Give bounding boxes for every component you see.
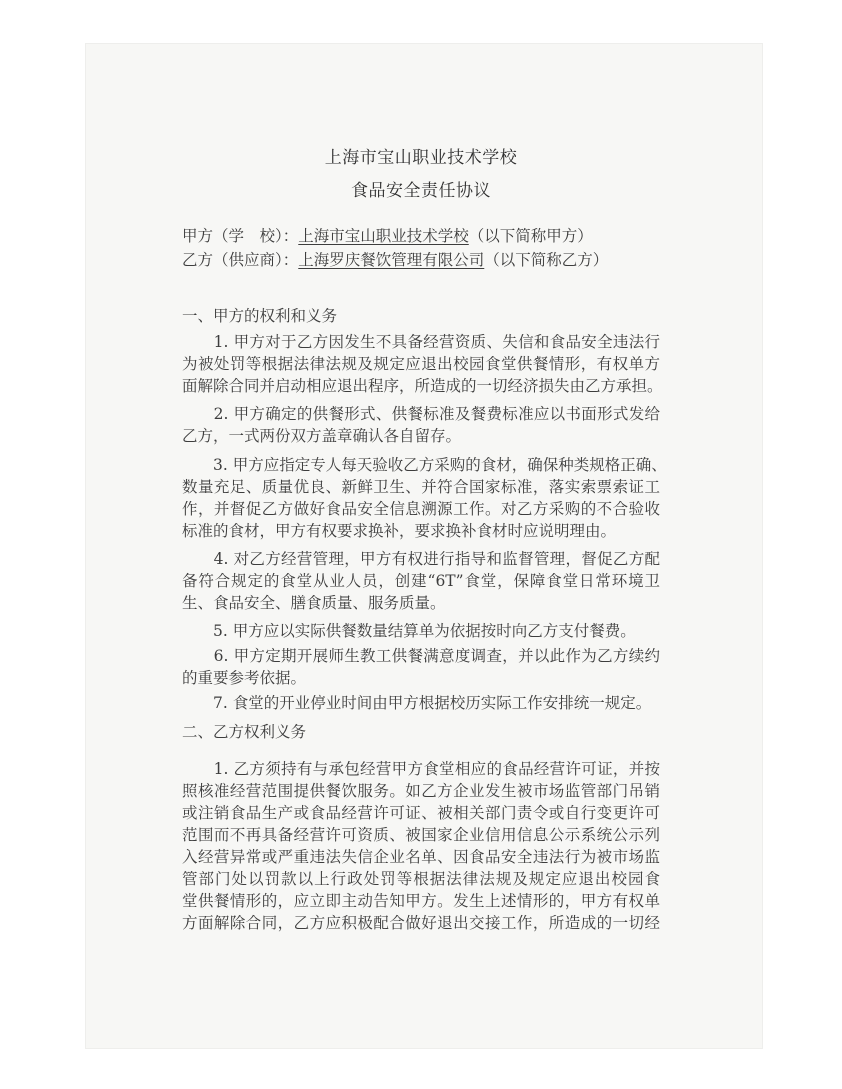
agreement-title: 食品安全责任协议: [351, 181, 491, 201]
text-line: 1. 甲方对于乙方因发生不具备经营资质、失信和食品安全违法行: [182, 333, 660, 351]
party-b-label: 乙方（供应商）：: [182, 251, 299, 269]
party-a-name: 上海市宝山职业技术学校: [298, 227, 469, 245]
party-a-line: [182, 224, 593, 246]
text-line: 堂供餐情形的，应立即主动告知甲方。发生上述情形的，甲方有权单: [182, 892, 660, 910]
text-line: 或注销食品生产或食品经营许可证、被相关部门责令或自行变更许可: [182, 804, 660, 822]
text-line: 6. 甲方定期开展师生教工供餐满意度调查，并以此作为乙方续约: [182, 647, 660, 665]
school-title: 上海市宝山职业技术学校: [324, 148, 518, 168]
section1-heading: 一、甲方的权利和义务: [182, 307, 338, 325]
text-line: 入经营异常或严重违法失信企业名单、因食品安全违法行为被市场监: [182, 848, 660, 866]
section1-item1: [182, 331, 663, 397]
text-line: 4. 对乙方经营管理，甲方有权进行指导和监督管理，督促乙方配: [182, 550, 660, 568]
section1-item2: [182, 403, 660, 447]
party-a-label: 甲方（学 校）：: [182, 227, 299, 245]
party-b-name: 上海罗庆餐饮管理有限公司: [298, 251, 485, 269]
text-line: 为被处罚等根据法律法规及规定应退出校园食堂供餐情形，有权单方: [182, 355, 660, 373]
text-line: 7. 食堂的开业停业时间由甲方根据校历实际工作安排统一规定。: [182, 694, 652, 712]
text-line: 乙方，一式两份双方盖章确认各自留存。: [182, 427, 462, 445]
text-line: 面解除合同并启动相应退出程序，所造成的一切经济损失由乙方承担。: [182, 377, 663, 395]
party-b-suffix: （以下简称乙方）: [484, 251, 609, 269]
section1-item5: [182, 620, 660, 642]
section2-item1: [182, 758, 660, 934]
text-line: 管部门处以罚款以上行政处罚等根据法律法规及规定应退出校园食: [182, 870, 660, 888]
text-line: 3. 甲方应指定专人每天验收乙方采购的食材，确保种类规格正确、: [182, 456, 667, 474]
text-line: 备符合规定的食堂从业人员，创建“6T”食堂，保障食堂日常环境卫: [182, 572, 660, 590]
text-line: 的重要参考依据。: [182, 669, 307, 687]
party-a-suffix: （以下简称甲方）: [468, 227, 593, 245]
text-line: 范围而不再具备经营许可资质、被国家企业信用信息公示系统公示列: [182, 826, 660, 844]
text-line: 2. 甲方确定的供餐形式、供餐标准及餐费标准应以书面形式发给: [182, 405, 660, 423]
section1-item4: [182, 548, 660, 614]
text-line: 1. 乙方须持有与承包经营甲方食堂相应的食品经营许可证，并按: [182, 760, 660, 778]
text-line: 方面解除合同，乙方应积极配合做好退出交接工作，所造成的一切经: [182, 914, 660, 932]
party-b-line: [182, 248, 608, 270]
section1-item6: [182, 645, 660, 689]
text-line: 5. 甲方应以实际供餐数量结算单为依据按时向乙方支付餐费。: [182, 622, 636, 640]
text-line: 数量充足、质量优良、新鲜卫生、并符合国家标准，落实索票索证工: [182, 478, 660, 496]
text-line: 照核准经营范围提供餐饮服务。如乙方企业发生被市场监管部门吊销: [182, 782, 660, 800]
text-line: 生、食品安全、膳食质量、服务质量。: [182, 594, 446, 612]
section2-heading: 二、乙方权利义务: [182, 723, 307, 741]
section1-item3: [182, 454, 667, 542]
section1-item7: [182, 692, 660, 714]
text-line: 作，并督促乙方做好食品安全信息溯源工作。对乙方采购的不合验收: [182, 500, 660, 518]
text-line: 标准的食材，甲方有权要求换补，要求换补食材时应说明理由。: [182, 522, 617, 540]
